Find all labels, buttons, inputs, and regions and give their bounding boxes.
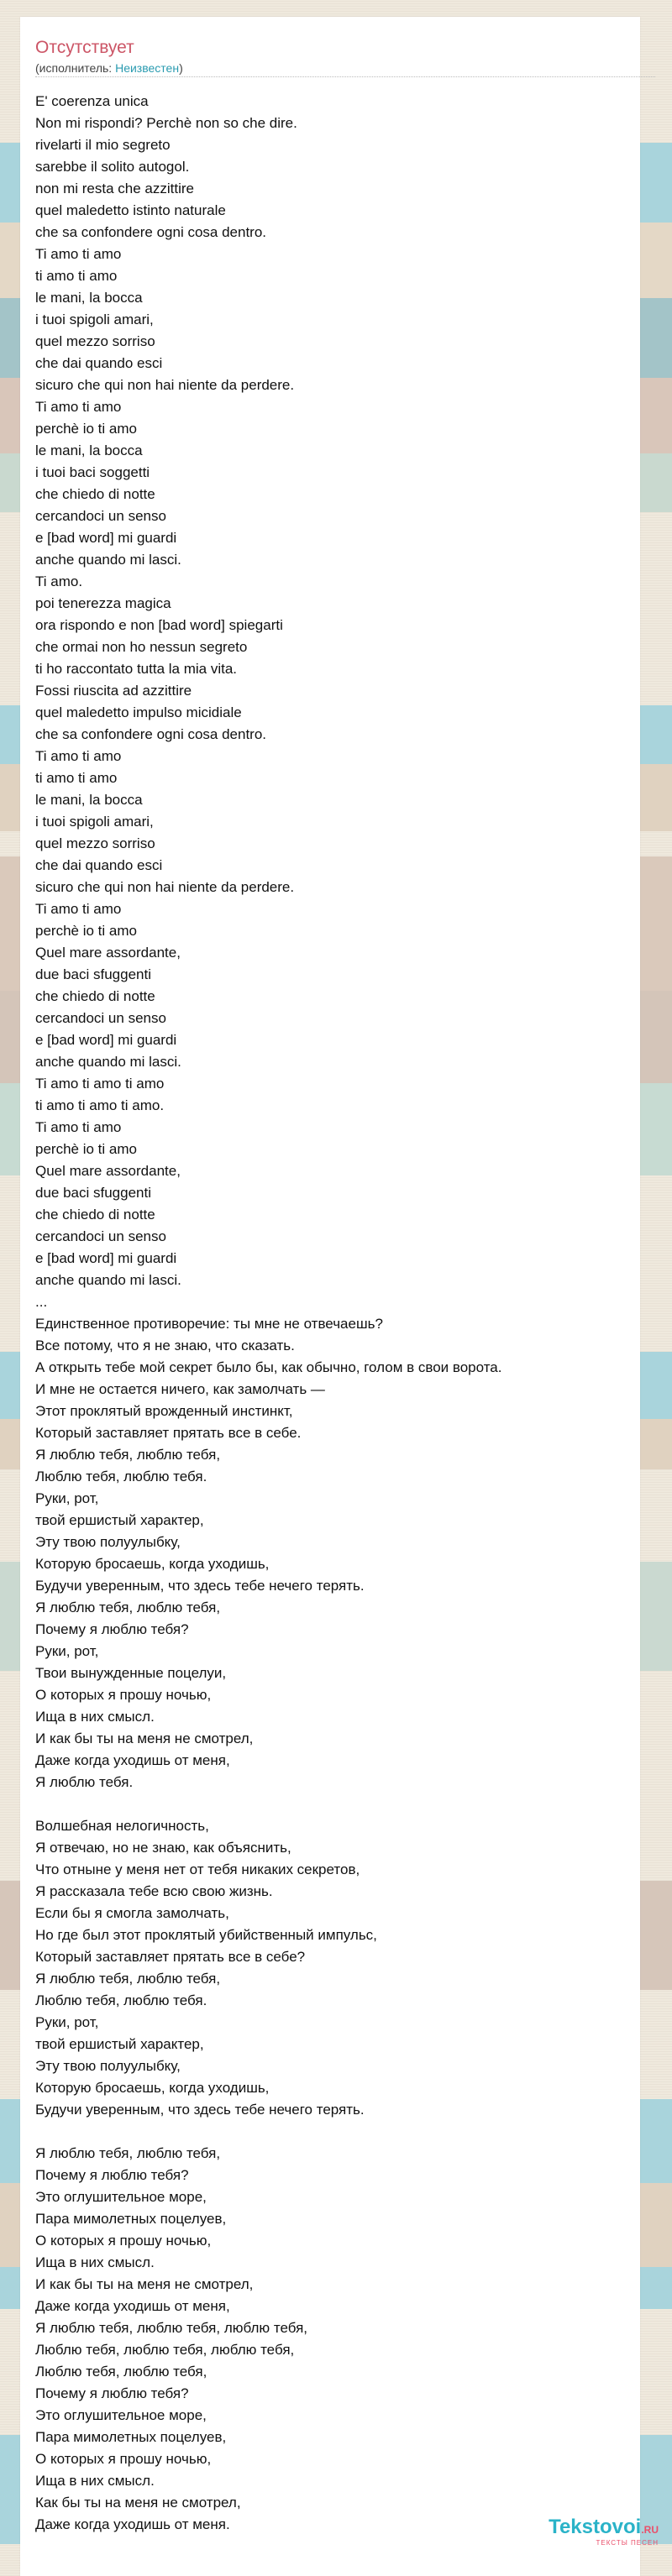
lyrics-text bbox=[35, 91, 640, 2536]
lyric-line: cercandoci un senso bbox=[35, 508, 166, 524]
lyric-line: ora rispondo e non [bad word] spiegarti bbox=[35, 617, 283, 633]
lyric-line: Эту твою полуулыбку, bbox=[35, 2058, 181, 2074]
performer-suffix: ) bbox=[179, 61, 183, 75]
performer-line bbox=[35, 60, 183, 76]
lyric-line: che sa confondere ogni cosa dentro. bbox=[35, 224, 267, 240]
lyric-line: Quel mare assordante, bbox=[35, 945, 181, 961]
lyric-line: Этот проклятый врожденный инстинкт, bbox=[35, 1403, 293, 1419]
lyric-line: che chiedo di notte bbox=[35, 486, 155, 502]
lyric-line: sarebbe il solito autogol. bbox=[35, 159, 190, 175]
lyric-line: О которых я прошу ночью, bbox=[35, 2451, 212, 2467]
lyric-line: Почему я люблю тебя? bbox=[35, 2167, 189, 2183]
lyric-line: Руки, рот, bbox=[35, 1643, 99, 1659]
lyric-line: e [bad word] mi guardi bbox=[35, 1032, 177, 1048]
lyric-line: rivelarti il mio segreto bbox=[35, 137, 171, 153]
lyric-line: che ormai non ho nessun segreto bbox=[35, 639, 248, 655]
lyric-line: ti amo ti amo bbox=[35, 770, 118, 786]
lyric-line: sicuro che qui non hai niente da perdere. bbox=[35, 879, 295, 895]
lyric-line: Я люблю тебя, люблю тебя, люблю тебя, bbox=[35, 2320, 308, 2336]
lyric-line: Ti amo ti amo bbox=[35, 1119, 122, 1135]
lyric-line: cercandoci un senso bbox=[35, 1228, 166, 1244]
lyric-line: Единственное противоречие: ты мне не отвечаешь? bbox=[35, 1316, 383, 1332]
lyric-line: perchè io ti amo bbox=[35, 923, 137, 939]
lyric-line: i tuoi baci soggetti bbox=[35, 464, 150, 480]
lyric-line: Люблю тебя, люблю тебя, люблю тебя, bbox=[35, 2342, 295, 2358]
lyric-line: Я люблю тебя, люблю тебя, bbox=[35, 2145, 221, 2161]
lyric-line: Даже когда уходишь от меня, bbox=[35, 1752, 230, 1768]
lyric-line: poi tenerezza magica bbox=[35, 595, 171, 611]
lyrics-page bbox=[20, 17, 640, 2576]
performer-prefix: (исполнитель: bbox=[35, 61, 116, 75]
song-title: Отсутствует bbox=[35, 38, 134, 57]
lyric-line: И как бы ты на меня не смотрел, bbox=[35, 1730, 254, 1746]
lyric-line: Quel mare assordante, bbox=[35, 1163, 181, 1179]
lyric-line: ti ho raccontato tutta la mia vita. bbox=[35, 661, 238, 677]
lyric-line: Люблю тебя, люблю тебя. bbox=[35, 1469, 207, 1484]
lyric-line: Твои вынужденные поцелуи, bbox=[35, 1665, 227, 1681]
lyric-line: Которую бросаешь, когда уходишь, bbox=[35, 1556, 270, 1572]
lyric-line: anche quando mi lasci. bbox=[35, 1054, 181, 1070]
lyric-line: due baci sfuggenti bbox=[35, 966, 151, 982]
lyric-line: О которых я прошу ночью, bbox=[35, 2233, 212, 2249]
lyric-line: Non mi rispondi? Perchè non so che dire. bbox=[35, 115, 297, 131]
lyric-line: sicuro che qui non hai niente da perdere. bbox=[35, 377, 295, 393]
lyric-line: Почему я люблю тебя? bbox=[35, 1621, 189, 1637]
lyric-line: Ti amo ti amo bbox=[35, 399, 122, 415]
lyric-line: Даже когда уходишь от меня. bbox=[35, 2516, 230, 2532]
lyric-line: due baci sfuggenti bbox=[35, 1185, 151, 1201]
lyric-line: le mani, la bocca bbox=[35, 442, 143, 458]
lyric-line: Я люблю тебя, люблю тебя, bbox=[35, 1447, 221, 1463]
lyric-line: Я рассказала тебе всю свою жизнь. bbox=[35, 1883, 273, 1899]
lyric-line: Руки, рот, bbox=[35, 2014, 99, 2030]
lyric-line: non mi resta che azzittire bbox=[35, 181, 194, 196]
lyric-line: Люблю тебя, люблю тебя, bbox=[35, 2364, 207, 2380]
header-divider bbox=[35, 76, 655, 77]
lyric-line: cercandoci un senso bbox=[35, 1010, 166, 1026]
lyric-line: Ti amo. bbox=[35, 573, 83, 589]
lyric-line: А открыть тебе мой секрет было бы, как обычно, голом в свои ворота. bbox=[35, 1359, 502, 1375]
lyric-line: perchè io ti amo bbox=[35, 421, 137, 437]
lyric-line bbox=[35, 1793, 640, 1815]
lyric-line: che dai quando esci bbox=[35, 355, 163, 371]
lyric-line bbox=[35, 2121, 640, 2143]
lyric-line: И как бы ты на меня не смотрел, bbox=[35, 2276, 254, 2292]
lyric-line: quel maledetto istinto naturale bbox=[35, 202, 226, 218]
logo-tagline: ТЕКСТЫ ПЕСЕН bbox=[596, 2539, 659, 2547]
lyric-line: e [bad word] mi guardi bbox=[35, 1250, 177, 1266]
lyric-line: Если бы я смогла замолчать, bbox=[35, 1905, 229, 1921]
lyric-line: Ища в них смысл. bbox=[35, 2473, 155, 2489]
lyric-line: che dai quando esci bbox=[35, 857, 163, 873]
lyric-line: le mani, la bocca bbox=[35, 792, 143, 808]
lyric-line: Ti amo ti amo bbox=[35, 748, 122, 764]
lyric-line: e [bad word] mi guardi bbox=[35, 530, 177, 546]
lyric-line: che chiedo di notte bbox=[35, 988, 155, 1004]
lyric-line: quel mezzo sorriso bbox=[35, 333, 155, 349]
lyric-line: perchè io ti amo bbox=[35, 1141, 137, 1157]
lyric-line: le mani, la bocca bbox=[35, 290, 143, 306]
logo-wordmark bbox=[549, 2516, 659, 2542]
lyric-line: И мне не остается ничего, как замолчать — bbox=[35, 1381, 325, 1397]
lyric-line: Эту твою полуулыбку, bbox=[35, 1534, 181, 1550]
lyric-line: che chiedo di notte bbox=[35, 1207, 155, 1223]
lyric-line: Руки, рот, bbox=[35, 1490, 99, 1506]
lyric-line: Пара мимолетных поцелуев, bbox=[35, 2211, 227, 2227]
logo-tld: .RU bbox=[641, 2524, 659, 2536]
lyric-line: твой ершистый характер, bbox=[35, 1512, 204, 1528]
lyric-line: Ti amo ti amo bbox=[35, 246, 122, 262]
lyric-line: Которую бросаешь, когда уходишь, bbox=[35, 2080, 270, 2096]
lyric-line: Fossi riuscita ad azzittire bbox=[35, 683, 192, 699]
lyric-line: Я отвечаю, но не знаю, как объяснить, bbox=[35, 1840, 291, 1856]
logo-name: Tekstovoi bbox=[549, 2516, 642, 2538]
lyric-line: Как бы ты на меня не смотрел, bbox=[35, 2495, 241, 2511]
lyric-line: Даже когда уходишь от меня, bbox=[35, 2298, 230, 2314]
lyric-line: Я люблю тебя, люблю тебя, bbox=[35, 1971, 221, 1987]
lyric-line: ... bbox=[35, 1294, 48, 1310]
lyric-line: i tuoi spigoli amari, bbox=[35, 312, 154, 327]
lyric-line: Почему я люблю тебя? bbox=[35, 2385, 189, 2401]
lyric-line: Люблю тебя, люблю тебя. bbox=[35, 1992, 207, 2008]
lyric-line: Который заставляет прятать все в себе. bbox=[35, 1425, 302, 1441]
lyric-line: quel maledetto impulso micidiale bbox=[35, 704, 242, 720]
lyric-line: i tuoi spigoli amari, bbox=[35, 814, 154, 830]
lyric-line: Будучи уверенным, что здесь тебе нечего терять. bbox=[35, 1578, 365, 1594]
lyric-line: quel mezzo sorriso bbox=[35, 835, 155, 851]
lyric-line: Пара мимолетных поцелуев, bbox=[35, 2429, 227, 2445]
site-logo[interactable] bbox=[549, 2516, 659, 2547]
performer-link[interactable]: Неизвестен bbox=[115, 61, 180, 75]
lyric-line: Я люблю тебя. bbox=[35, 1774, 134, 1790]
lyric-line: твой ершистый характер, bbox=[35, 2036, 204, 2052]
lyric-line: Будучи уверенным, что здесь тебе нечего терять. bbox=[35, 2102, 365, 2118]
lyric-line: Ti amo ti amo bbox=[35, 901, 122, 917]
lyric-line: Но где был этот проклятый убийственный импульс, bbox=[35, 1927, 377, 1943]
lyric-line: Ища в них смысл. bbox=[35, 1709, 155, 1725]
lyric-line: ti amo ti amo bbox=[35, 268, 118, 284]
lyric-line: Который заставляет прятать все в себе? bbox=[35, 1949, 306, 1965]
lyric-line: Что отныне у меня нет от тебя никаких секретов, bbox=[35, 1861, 360, 1877]
lyric-line: О которых я прошу ночью, bbox=[35, 1687, 212, 1703]
lyric-line: anche quando mi lasci. bbox=[35, 552, 181, 568]
lyric-line: Я люблю тебя, люблю тебя, bbox=[35, 1600, 221, 1615]
lyric-line: Ti amo ti amo ti amo bbox=[35, 1076, 165, 1092]
lyric-line: Все потому, что я не знаю, что сказать. bbox=[35, 1338, 295, 1353]
lyric-line: Ища в них смысл. bbox=[35, 2254, 155, 2270]
lyric-line: Это оглушительное море, bbox=[35, 2407, 207, 2423]
lyric-line: ti amo ti amo ti amo. bbox=[35, 1097, 165, 1113]
lyric-line: Это оглушительное море, bbox=[35, 2189, 207, 2205]
lyric-line: che sa confondere ogni cosa dentro. bbox=[35, 726, 267, 742]
lyric-line: anche quando mi lasci. bbox=[35, 1272, 181, 1288]
lyric-line: E' coerenza unica bbox=[35, 93, 149, 109]
lyric-line: Волшебная нелогичность, bbox=[35, 1818, 209, 1834]
